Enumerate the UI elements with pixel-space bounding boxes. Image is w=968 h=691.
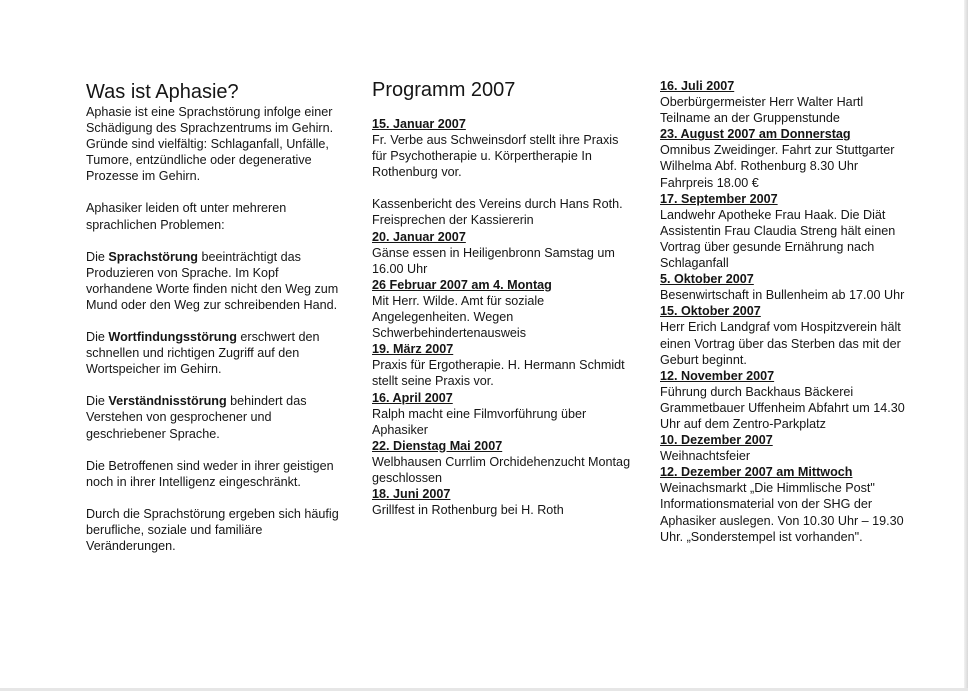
event-description: Landwehr Apotheke Frau Haak. Die Diät Assistentin Frau Claudia Streng hält einen Vortrag über gesunde Ernährung nach Schlaganfall <box>660 207 896 271</box>
sprachstoerung-paragraph <box>86 249 344 313</box>
event-date: 15. Oktober 2007 <box>660 304 761 319</box>
event-description: Mit Herr. Wilde. Amt für soziale Angelegenheiten. Wegen Schwerbehindertenausweis <box>372 293 545 341</box>
event-description: Oberbürgermeister Herr Walter Hartl Teilname an der Gruppenstunde <box>660 95 864 126</box>
aphasia-info-column <box>86 80 344 554</box>
event-entry <box>660 464 910 544</box>
event-description: Besenwirtschaft in Bullenheim ab 17.00 Uhr <box>660 288 905 303</box>
sprachstoerung-term: Sprachstörung <box>108 249 198 264</box>
event-description: Herr Erich Landgraf vom Hospitzverein hält einen Vortrag über das Sterben das mit der Geburt beginnt. <box>660 320 901 367</box>
event-description: Welbhausen Currlim Orchidehenzucht Montag geschlossen <box>372 454 631 485</box>
event-entry <box>660 191 910 271</box>
event-description: Weihnachtsfeier <box>660 449 751 464</box>
event-date: 15. Januar 2007 <box>372 117 466 131</box>
event-description: Ralph macht eine Filmvorführung über Aphasiker <box>372 406 587 437</box>
event-description: Führung durch Backhaus Bäckerei Grammetbauer Uffenheim Abfahrt um 14.30 Uhr auf dem Zentro-Parkplatz <box>660 384 905 431</box>
event-entry <box>660 303 910 367</box>
program-column-1 <box>372 78 634 518</box>
event-entry <box>660 368 910 432</box>
event-entry <box>660 432 910 464</box>
verstaendnis-text: behindert das Verstehen von gesprochener und geschriebener Sprache. <box>86 394 307 441</box>
event-entry <box>372 438 634 486</box>
aphasia-title: Was ist Aphasie? <box>86 81 239 103</box>
event-date: 10. Dezember 2007 <box>660 433 773 448</box>
verstaendnis-paragraph <box>86 393 344 441</box>
event-entry <box>372 390 634 438</box>
sprachstoerung-text: beeinträchtigt das Produzieren von Sprache. Im Kopf vorhandene Worte finden nicht den Weg zum Mund oder den Weg zur schreibenden Hand. <box>86 249 339 312</box>
wortfindung-paragraph <box>86 329 344 377</box>
wortfindung-term: Wortfindungsstörung <box>108 330 237 345</box>
event-date: 22. Dienstag Mai 2007 <box>372 438 503 453</box>
veraenderungen-paragraph: Durch die Sprachstörung ergeben sich häufig berufliche, soziale und familiäre Veränderungen. <box>86 506 339 553</box>
aphasia-intro: Aphasie ist eine Sprachstörung infolge einer Schädigung des Sprachzentrums im Gehirn. Gründe sind vielfältig: Schlaganfall, Unfälle, Tumore, entzündliche oder degenerative Prozesse im Gehirn. <box>86 105 334 184</box>
verstaendnis-term: Verständnisstörung <box>108 394 227 409</box>
event-date: 12. Dezember 2007 am Mittwoch <box>660 465 853 480</box>
verstaendnis-pre: Die <box>86 394 109 409</box>
event-entry <box>660 78 910 126</box>
event-entry <box>372 486 634 518</box>
event-entry <box>372 116 634 180</box>
event-date: 19. März 2007 <box>372 342 454 357</box>
event-description: Fr. Verbe aus Schweinsdorf stellt ihre Praxis für Psychotherapie u. Körpertherapie In Rothenburg vor. <box>372 133 619 180</box>
event-entry <box>372 277 634 341</box>
event-date: 20. Januar 2007 <box>372 229 466 244</box>
wortfindung-text: erschwert den schnellen und richtigen Zugriff auf den Wortspeicher im Gehirn. <box>86 330 320 377</box>
event-description: Grillfest in Rothenburg bei H. Roth <box>372 503 564 518</box>
event-entry <box>660 271 910 303</box>
event-entry <box>372 229 634 277</box>
event-date: 16. April 2007 <box>372 390 453 405</box>
event-date: 12. November 2007 <box>660 368 775 383</box>
wortfindung-pre: Die <box>86 330 109 345</box>
scan-edge-right <box>964 0 968 691</box>
event-date: 17. September 2007 <box>660 191 778 206</box>
sprachstoerung-pre: Die <box>86 249 109 264</box>
event-entry <box>660 126 910 190</box>
event-entry <box>372 341 634 389</box>
event-description: Gänse essen in Heiligenbronn Samstag um 16.00 Uhr <box>372 245 615 276</box>
event-date: 23. August 2007 am Donnerstag <box>660 127 851 142</box>
betroffene-paragraph: Die Betroffenen sind weder in ihrer geistigen noch in ihrer Intelligenz eingeschränkt. <box>86 458 334 489</box>
program-title: Programm 2007 <box>372 79 516 101</box>
event-note: Kassenbericht des Vereins durch Hans Roth. Freisprechen der Kassiererin <box>372 197 623 228</box>
event-date: 18. Juni 2007 <box>372 487 451 502</box>
event-description: Omnibus Zweidinger. Fahrt zur Stuttgarter Wilhelma Abf. Rothenburg 8.30 Uhr Fahrpreis 18.00 € <box>660 143 895 190</box>
event-description: Weinachsmarkt „Die Himmlische Post" Informationsmaterial von der SHG der Aphasiker auslegen. Von 10.30 Uhr – 19.30 Uhr. „Sonderstempel ist vorhanden". <box>660 481 904 544</box>
program-column-2 <box>660 78 910 545</box>
event-date: 26 Februar 2007 am 4. Montag <box>372 277 552 292</box>
event-date: 5. Oktober 2007 <box>660 272 754 287</box>
event-date: 16. Juli 2007 <box>660 79 735 93</box>
aphasia-problems-intro: Aphasiker leiden oft unter mehreren sprachlichen Problemen: <box>86 201 287 232</box>
event-description: Praxis für Ergotherapie. H. Hermann Schmidt stellt seine Praxis vor. <box>372 358 625 389</box>
